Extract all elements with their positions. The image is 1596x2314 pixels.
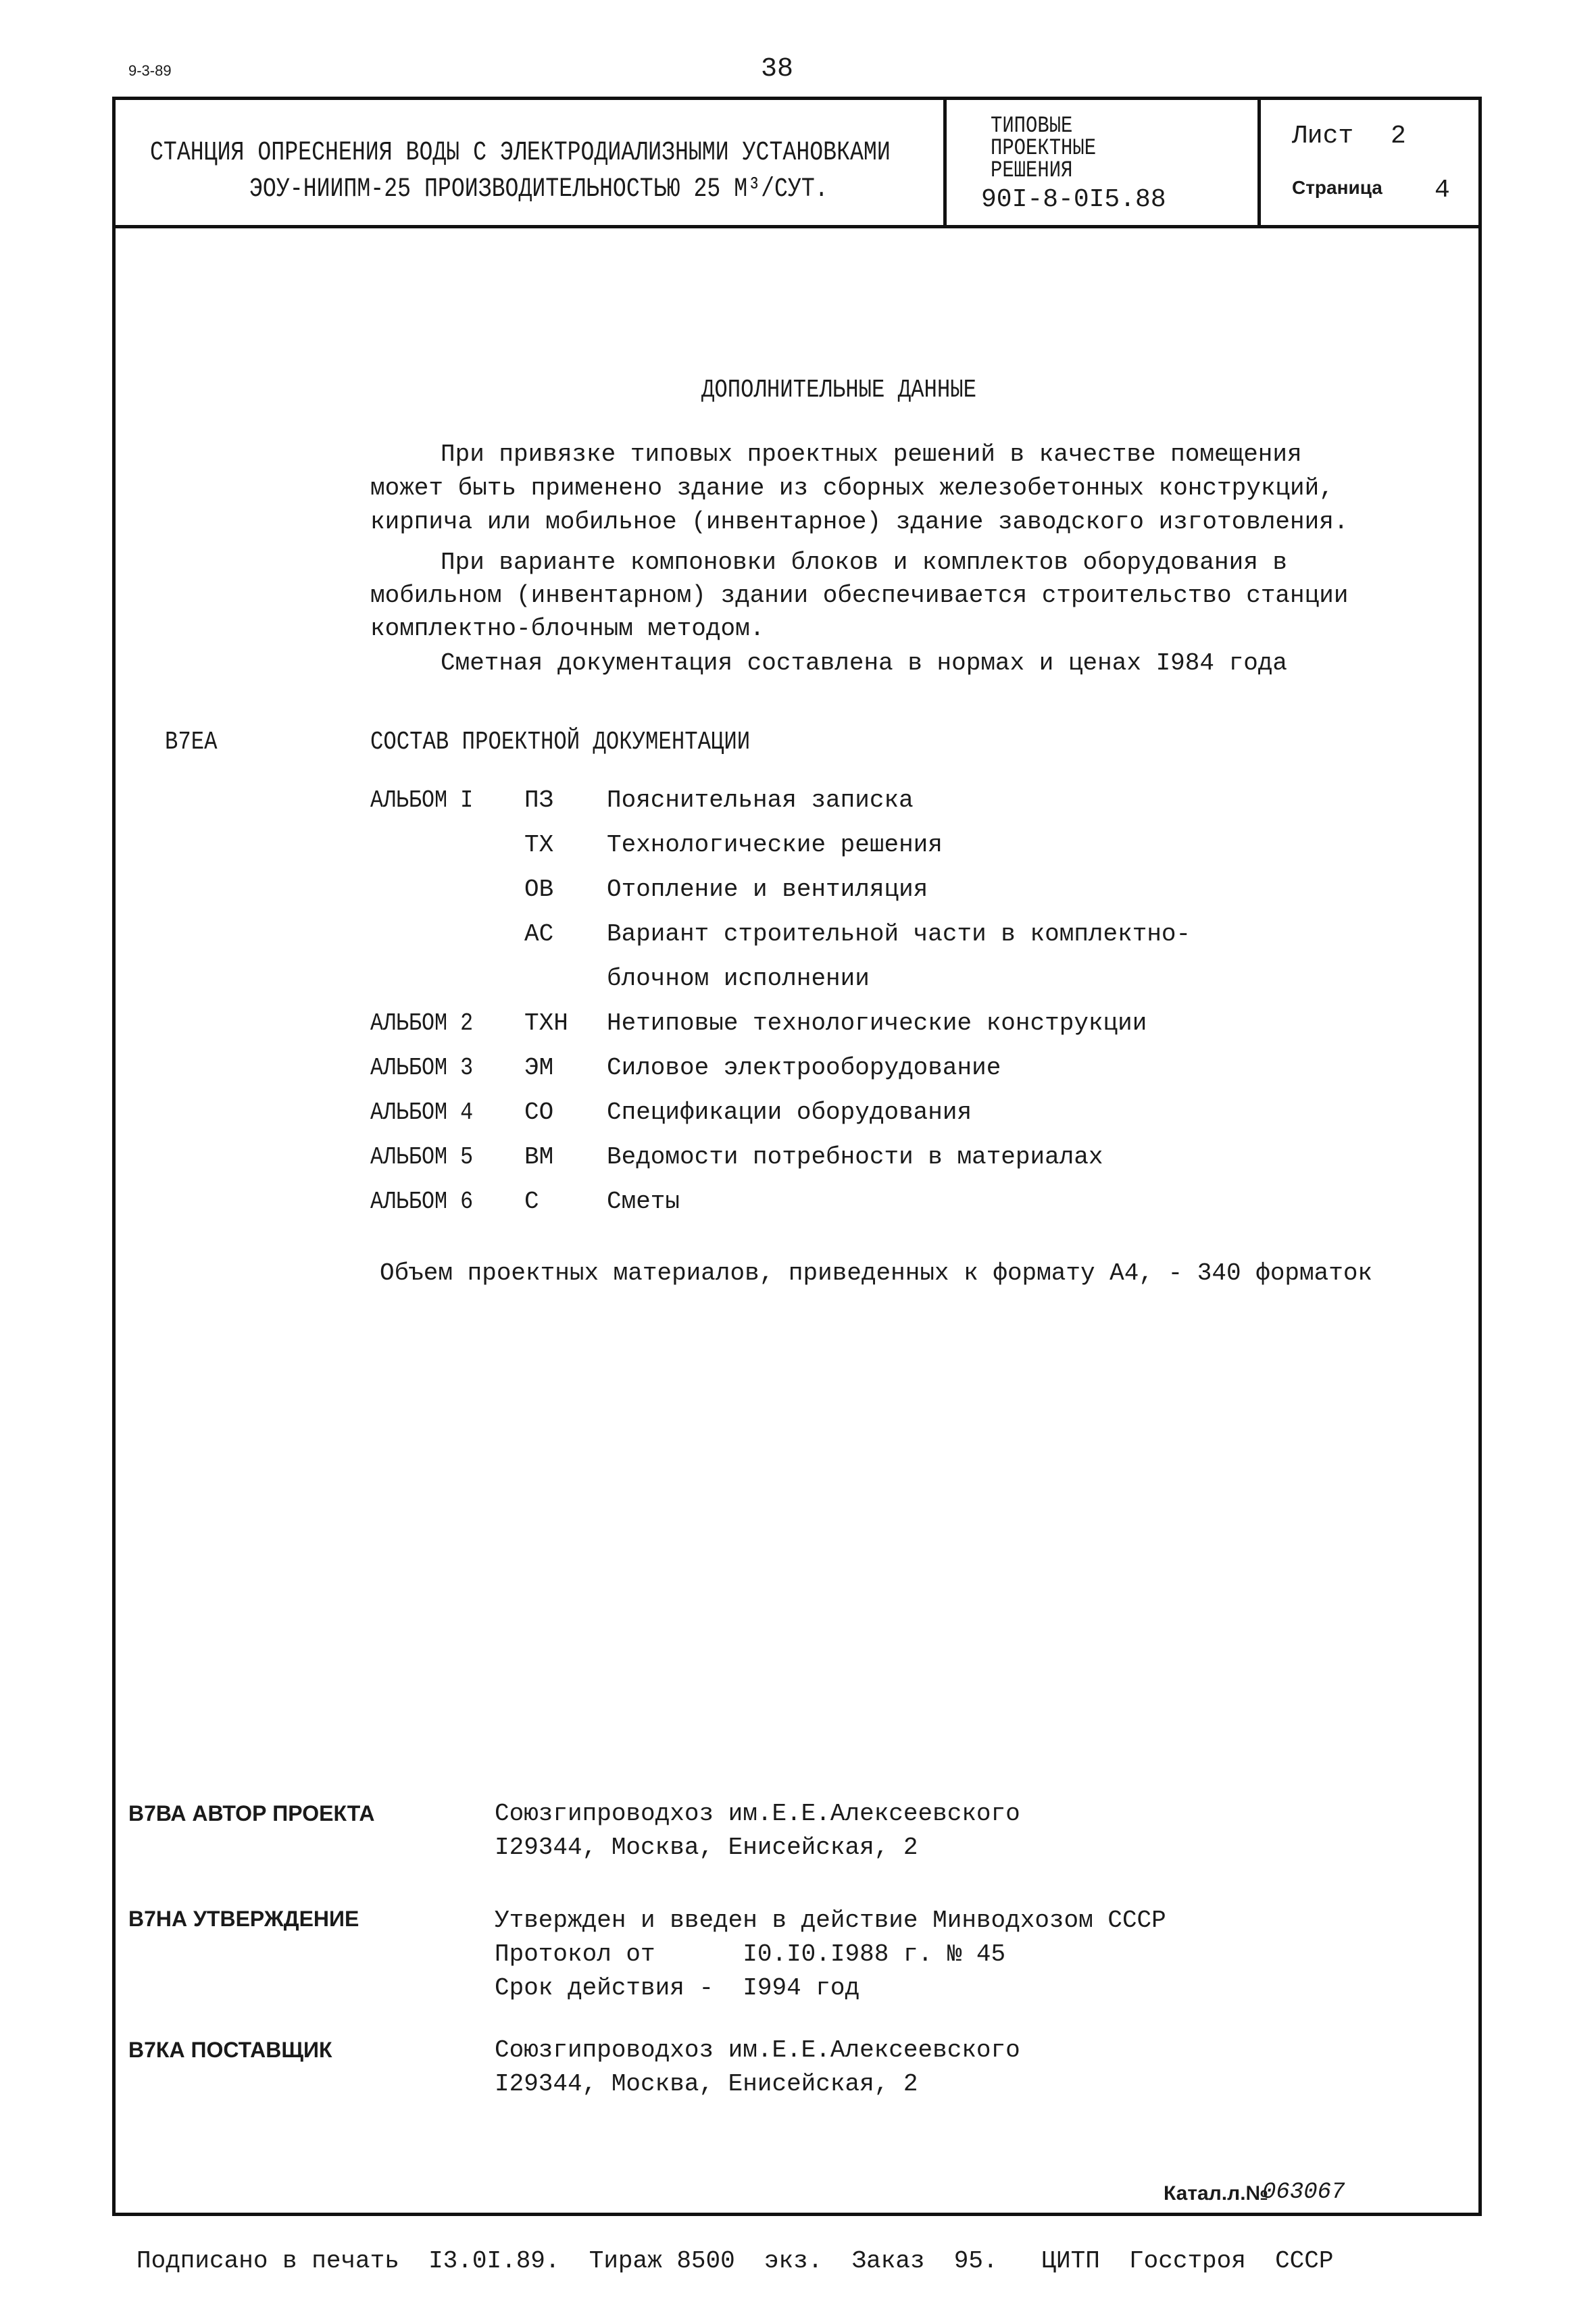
series-line3: РЕШЕНИЯ: [991, 158, 1073, 184]
album-code: С: [524, 1188, 539, 1215]
album-title: Сметы: [607, 1188, 680, 1215]
author-line1: Союзгипроводхоз им.Е.Е.Алексеевского: [495, 1800, 1020, 1828]
composition-title: СОСТАВ ПРОЕКТНОЙ ДОКУМЕНТАЦИИ: [370, 728, 751, 757]
album-title: блочном исполнении: [607, 965, 870, 992]
series-code: 90I-8-0I5.88: [981, 185, 1166, 214]
series-line1: ТИПОВЫЕ: [991, 114, 1073, 139]
page-number: 38: [761, 54, 794, 84]
approval-line3: Срок действия - I994 год: [495, 1974, 860, 2002]
sheet-label: Лист: [1292, 122, 1354, 151]
header-title-line1: СТАНЦИЯ ОПРЕСНЕНИЯ ВОДЫ С ЭЛЕКТРОДИАЛИЗНЫМИ УСТАНОВКАМИ: [150, 138, 891, 168]
album-label: АЛЬБОМ I: [370, 786, 474, 814]
album-code: ЭМ: [524, 1054, 554, 1082]
supplier-line2: I29344, Москва, Енисейская, 2: [495, 2070, 918, 2098]
album-title: Нетиповые технологические конструкции: [607, 1009, 1147, 1037]
album-code: ВМ: [524, 1143, 554, 1171]
album-label: АЛЬБОМ 5: [370, 1143, 474, 1171]
supplier-line1: Союзгипроводхоз им.Е.Е.Алексеевского: [495, 2036, 1020, 2064]
page-label: Страница: [1292, 177, 1382, 198]
series-line2: ПРОЕКТНЫЕ: [991, 136, 1097, 161]
album-label: АЛЬБОМ 4: [370, 1099, 474, 1126]
album-title: Вариант строительной части в комплектно-: [607, 920, 1191, 948]
author-label: В7ВА АВТОР ПРОЕКТА: [128, 1801, 375, 1826]
album-label: АЛЬБОМ 6: [370, 1188, 474, 1215]
album-code: ОВ: [524, 876, 554, 903]
album-title: Силовое электрооборудование: [607, 1054, 1001, 1082]
paragraph-line: Сметная документация составлена в нормах и ценах I984 года: [441, 649, 1288, 677]
paragraph-line: мобильном (инвентарном) здании обеспечивается строительство станции: [370, 582, 1349, 609]
approval-line1: Утвержден и введен в действие Минводхозом СССР: [495, 1907, 1166, 1934]
approval-label: В7НА УТВЕРЖДЕНИЕ: [128, 1907, 359, 1931]
album-title: Технологические решения: [607, 831, 943, 859]
paragraph-line: может быть применено здание из сборных железобетонных конструкций,: [370, 474, 1334, 502]
header-separator-2: [1257, 97, 1261, 228]
imprint-line: Подписано в печать I3.0I.89. Тираж 8500 экз. Заказ 95. ЦИТП Госстроя СССР: [136, 2247, 1334, 2275]
section-title: ДОПОЛНИТЕЛЬНЫЕ ДАННЫЕ: [701, 376, 977, 405]
album-title: Спецификации оборудования: [607, 1099, 972, 1126]
sheet-value: 2: [1391, 122, 1406, 151]
composition-code: В7ЕА: [165, 728, 218, 757]
paragraph-line: кирпича или мобильное (инвентарное) здание заводского изготовления.: [370, 508, 1349, 536]
paragraph-line: При привязке типовых проектных решений в качестве помещения: [441, 441, 1302, 468]
album-title: Ведомости потребности в материалах: [607, 1143, 1103, 1171]
header-divider: [112, 225, 1482, 228]
paragraph-line: При варианте компоновки блоков и комплектов оборудования в: [441, 549, 1288, 576]
print-date: 9-3-89: [128, 62, 172, 79]
header-separator-1: [943, 97, 947, 228]
album-label: АЛЬБОМ 2: [370, 1009, 474, 1037]
album-code: СО: [524, 1099, 554, 1126]
catalog-value: 063067: [1262, 2180, 1345, 2205]
author-line2: I29344, Москва, Енисейская, 2: [495, 1834, 918, 1861]
volume-note: Объем проектных материалов, приведенных к формату А4, - 340 форматок: [380, 1259, 1373, 1287]
album-title: Пояснительная записка: [607, 786, 914, 814]
catalog-label: Катал.л.№: [1164, 2182, 1268, 2205]
approval-line2: Протокол от I0.I0.I988 г. № 45: [495, 1940, 1006, 1968]
album-code: АС: [524, 920, 554, 948]
header-title-line2: ЭОУ-НИИПМ-25 ПРОИЗВОДИТЕЛЬНОСТЬЮ 25 М³/СУТ.: [249, 174, 828, 205]
album-code: ТХ: [524, 831, 554, 859]
album-code: ПЗ: [524, 786, 554, 814]
paragraph-line: комплектно-блочным методом.: [370, 615, 765, 643]
supplier-label: В7КА ПОСТАВЩИК: [128, 2038, 332, 2062]
page-value: 4: [1435, 176, 1450, 205]
album-title: Отопление и вентиляция: [607, 876, 928, 903]
album-code: ТХН: [524, 1009, 568, 1037]
album-label: АЛЬБОМ 3: [370, 1054, 474, 1082]
